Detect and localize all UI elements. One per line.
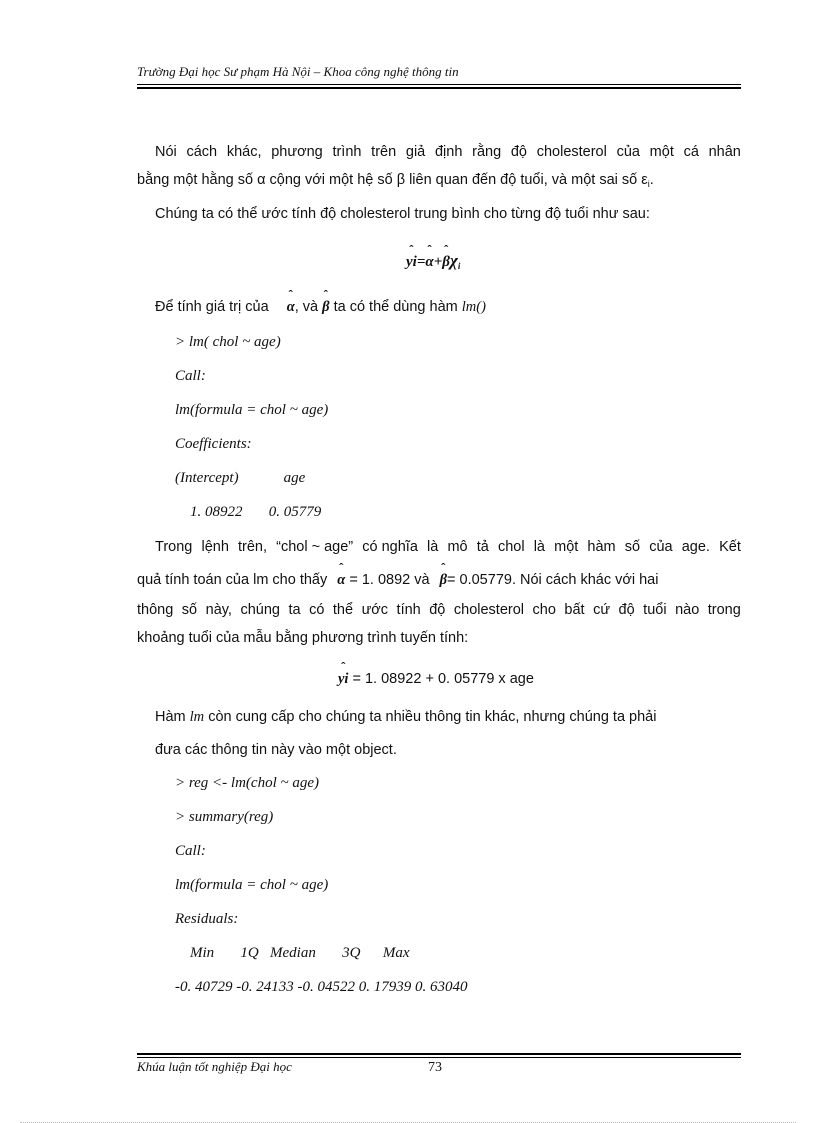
word: cứ (593, 602, 611, 618)
word: của (616, 144, 640, 160)
word: độ (429, 602, 446, 618)
word: nào (675, 602, 700, 618)
word: Kết (719, 539, 741, 555)
word: thể (332, 602, 354, 618)
word: hàm (587, 539, 616, 555)
code-line: > summary(reg) (175, 809, 274, 825)
word: trình (332, 144, 362, 160)
word: cholesterol (536, 144, 607, 160)
code-line: > lm( chol ~ age) (175, 334, 281, 350)
header-rule-thin (137, 84, 741, 85)
header-title: Trường Đại học Sư phạm Hà Nội – Khoa công nghệ thông tin (137, 64, 459, 79)
beta-hat-symbol: ˆ β (322, 298, 329, 316)
paragraph-4-line-3 (137, 601, 741, 619)
word: age. (681, 539, 710, 555)
word: “chol ~ age” (276, 539, 354, 555)
formula-plus: + (433, 254, 443, 270)
paragraph-3 (155, 298, 486, 316)
code-line: Coefficients: (175, 436, 252, 452)
code-line: > reg <- lm(chol ~ age) (175, 775, 320, 791)
word: một (554, 539, 579, 555)
formula-beta-hat: ˆ β (442, 253, 450, 271)
function-name-lm: lm (189, 709, 205, 725)
paragraph-4-line-1 (155, 538, 741, 556)
word: nhân (708, 144, 741, 160)
formula-linear-equation (338, 670, 534, 688)
paragraph-3-mid: , và (294, 299, 319, 315)
code-line: Residuals: (175, 911, 239, 927)
word: ta (288, 602, 301, 618)
paragraph-5-pre: Hàm (155, 709, 186, 725)
word: cá (683, 144, 699, 160)
word: có nghĩa (362, 539, 418, 555)
footer-rule-thin (137, 1057, 741, 1058)
footer-rule-thick (137, 1053, 741, 1055)
formula-chi-subscript: i (457, 261, 461, 271)
code-line: lm(formula = chol ~ age) (175, 402, 329, 418)
epsilon-subscript: i (647, 179, 650, 189)
alpha-hat-symbol: ˆ α (337, 571, 345, 589)
word: phương (271, 144, 323, 160)
paragraph-4-line-4: khoảng tuổi của mẫu bằng phương trình tuyến tính: (137, 630, 469, 646)
formula-chi: χ (449, 251, 458, 270)
word: là (427, 539, 439, 555)
footer-title: Khúa luận tốt nghiệp Đại học (137, 1059, 292, 1074)
word: cho (532, 602, 556, 618)
paragraph-3-suffix: ta có thể dùng hàm (333, 299, 458, 315)
paragraph-1-line-2-text: bằng một hằng số α cộng với một hệ số β liên quan đến độ tuổi, và một sai số ε (137, 172, 648, 188)
word: thông (137, 602, 174, 618)
code-line: Min 1Q Median 3Q Max (175, 945, 410, 961)
formula-alpha-hat: ˆ α (425, 253, 433, 271)
paragraph-3-prefix: Để tính giá trị của (155, 299, 269, 315)
beta-hat-symbol: ˆ β (440, 571, 447, 589)
word: chol (497, 539, 525, 555)
word: một (649, 144, 674, 160)
formula-yi-hat: ˆ yi (338, 670, 348, 688)
word: giả (405, 144, 426, 160)
word: định (434, 144, 463, 160)
formula-yi-hat: ˆ yi (406, 253, 417, 271)
word: số (624, 539, 641, 555)
word: này, (205, 602, 232, 618)
word: độ (618, 602, 635, 618)
word: mô (447, 539, 468, 555)
code-line: lm(formula = chol ~ age) (175, 877, 329, 893)
function-name-lm: lm() (461, 299, 486, 315)
formula-regression-estimate (406, 252, 460, 275)
word: lệnh (201, 539, 229, 555)
word: là (533, 539, 545, 555)
code-line: Call: (175, 368, 206, 384)
paragraph-4-line-2 (137, 571, 658, 589)
word: cách (186, 144, 218, 160)
word: rằng (472, 144, 502, 160)
code-line: 1. 08922 0. 05779 (175, 504, 322, 520)
paragraph-5-line-2: đưa các thông tin này vào một object. (155, 742, 397, 758)
word: độ (510, 144, 527, 160)
paragraph-1-line-2: bằng một hằng số α cộng với một hệ số β liên quan đến độ tuổi, và một sai số $\varepsilon_i$. (137, 172, 654, 189)
word: bất (564, 602, 585, 618)
paragraph-1-line-1 (155, 143, 741, 161)
word: khác, (226, 144, 262, 160)
alpha-hat-symbol: ˆ α (287, 298, 295, 316)
word: có (309, 602, 325, 618)
word: ước (361, 602, 389, 618)
formula-rhs: = 1. 08922 + 0. 05779 x age (352, 671, 534, 687)
word: trên, (238, 539, 268, 555)
page-number: 73 (428, 1060, 442, 1075)
word: chúng (240, 602, 280, 618)
word: số (181, 602, 198, 618)
word: cholesterol (453, 602, 524, 618)
paragraph-4-line-2-mid: = 1. 0892 và (349, 572, 430, 588)
paragraph-5-post: còn cung cấp cho chúng ta nhiều thông tin khác, nhưng chúng ta phải (208, 709, 657, 725)
paragraph-2: Chúng ta có thể ước tính độ cholesterol trung bình cho từng độ tuổi như sau: (155, 206, 650, 222)
formula-equals: = (416, 254, 426, 270)
word: của (649, 539, 673, 555)
word: trên (371, 144, 397, 160)
code-line: Call: (175, 843, 206, 859)
header-rule-thick (137, 87, 741, 89)
code-line: (Intercept) age (175, 470, 306, 486)
word: Trong (155, 539, 193, 555)
code-line: -0. 40729 -0. 24133 -0. 04522 0. 17939 0. 63040 (175, 979, 468, 995)
word: tính (396, 602, 421, 618)
word: trong (707, 602, 741, 618)
word: Nói (155, 144, 177, 160)
paragraph-4-line-2-pre: quả tính toán của lm cho thấy (137, 572, 328, 588)
word: tuổi (643, 602, 667, 618)
paragraph-4-line-2-post: = 0.05779. Nói cách khác với hai (447, 572, 659, 588)
paragraph-5-line-1 (155, 708, 656, 726)
word: tả (476, 539, 489, 555)
